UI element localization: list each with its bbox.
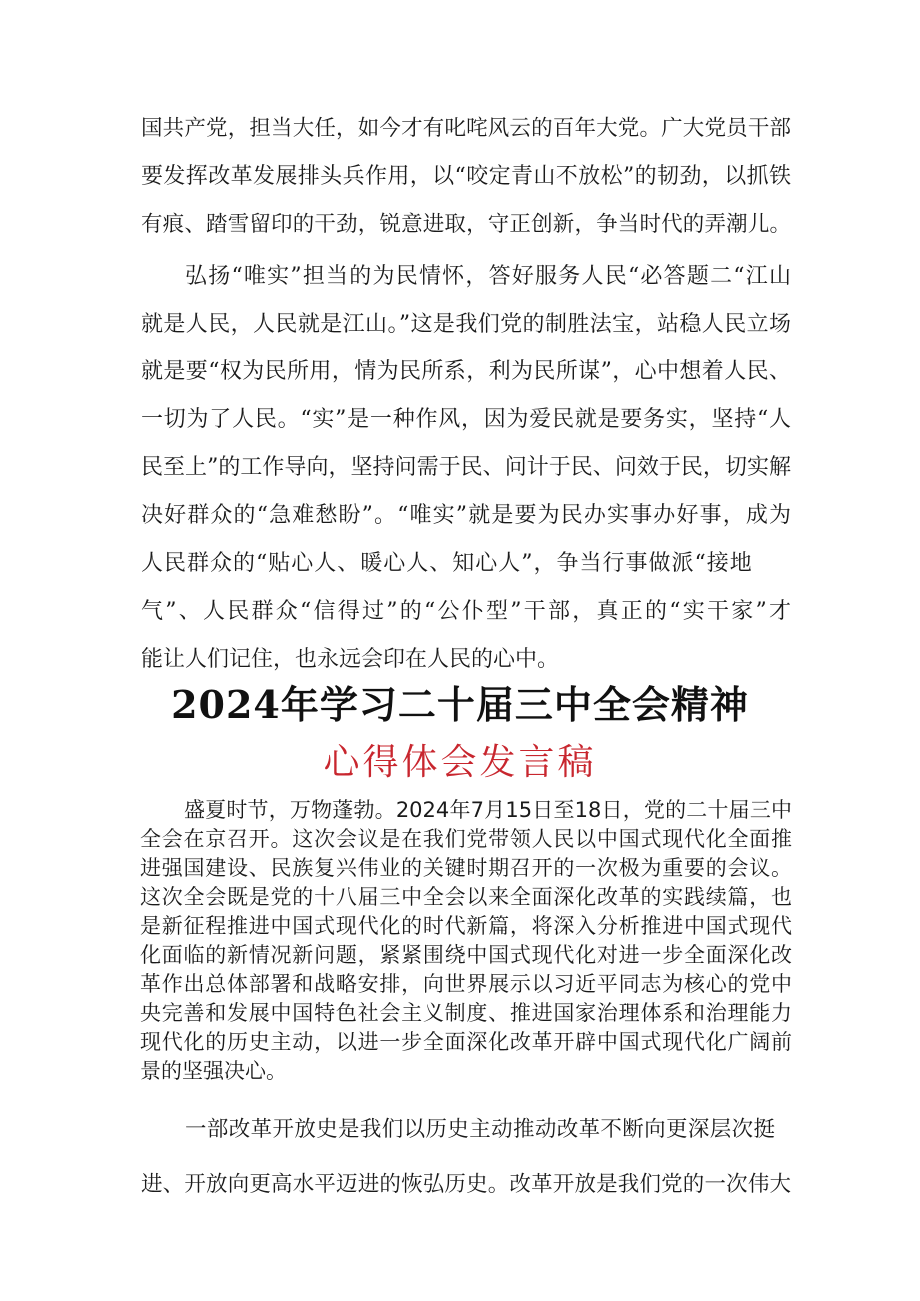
document-title: 2024年学习二十届三中全会精神 [171, 682, 749, 727]
paragraph-line: 有痕、踏雪留印的干劲，锐意进取，守正创新，争当时代的弄潮儿。 [141, 212, 791, 237]
paragraph-line: 国共产党，担当大任，如今才有叱咤风云的百年大党。广大党员干部 [141, 116, 791, 141]
paragraph-line: 气”、人民群众“信得过”的“公仆型”干部，真正的“实干家”才 [141, 599, 791, 624]
paragraph-line: 现代化的历史主动，以进一步全面深化改革开辟中国式现代化广阔前 [140, 1030, 792, 1054]
paragraph-line: 就是人民，人民就是江山。”这是我们党的制胜法宝，站稳人民立场 [141, 312, 791, 337]
paragraph-line: 进、开放向更高水平迈进的恢弘历史。改革开放是我们党的一次伟大 [141, 1172, 791, 1197]
paragraph-line: 盛夏时节，万物蓬勃。2024年7月15日至18日，党的二十届三中 [184, 798, 792, 822]
paragraph-line: 景的坚强决心。 [140, 1059, 287, 1083]
paragraph-line: 能让人们记住，也永远会印在人民的心中。 [141, 647, 560, 672]
paragraph-line: 要发挥改革发展排头兵作用，以“咬定青山不放松”的韧劲，以抓铁 [141, 164, 791, 189]
paragraph-line: 央完善和发展中国特色社会主义制度、推进国家治理体系和治理能力 [140, 1001, 792, 1025]
paragraph-line: 是新征程推进中国式现代化的时代新篇，将深入分析推进中国式现代 [140, 914, 792, 938]
paragraph-line: 一部改革开放史是我们以历史主动推动改革不断向更深层次挺 [185, 1117, 775, 1142]
document-subtitle: 心得体会发言稿 [323, 742, 597, 783]
paragraph-line: 全会在京召开。这次会议是在我们党带领人民以中国式现代化全面推 [140, 827, 792, 851]
paragraph-line: 革作出总体部署和战略安排，向世界展示以习近平同志为核心的党中 [140, 972, 792, 996]
paragraph-line: 就是要“权为民所用，情为民所系，利为民所谋”，心中想着人民、 [141, 359, 791, 384]
paragraph-line: 民至上”的工作导向，坚持问需于民、问计于民、问效于民，切实解 [141, 455, 791, 480]
paragraph-line: 这次全会既是党的十八届三中全会以来全面深化改革的实践续篇，也 [140, 885, 792, 909]
paragraph-line: 决好群众的“急难愁盼”。“唯实”就是要为民办实事办好事，成为 [141, 503, 791, 528]
paragraph-line: 化面临的新情况新问题，紧紧围绕中国式现代化对进一步全面深化改 [140, 943, 792, 967]
paragraph-line: 人民群众的“贴心人、暖心人、知心人”，争当行事做派“接地 [141, 551, 753, 576]
paragraph-line: 弘扬“唯实”担当的为民情怀，答好服务人民“必答题二“江山 [185, 264, 791, 289]
paragraph-line: 一切为了人民。“实”是一种作风，因为爱民就是要务实，坚持“人 [141, 407, 791, 432]
paragraph-line: 进强国建设、民族复兴伟业的关键时期召开的一次极为重要的会议。 [140, 856, 792, 880]
